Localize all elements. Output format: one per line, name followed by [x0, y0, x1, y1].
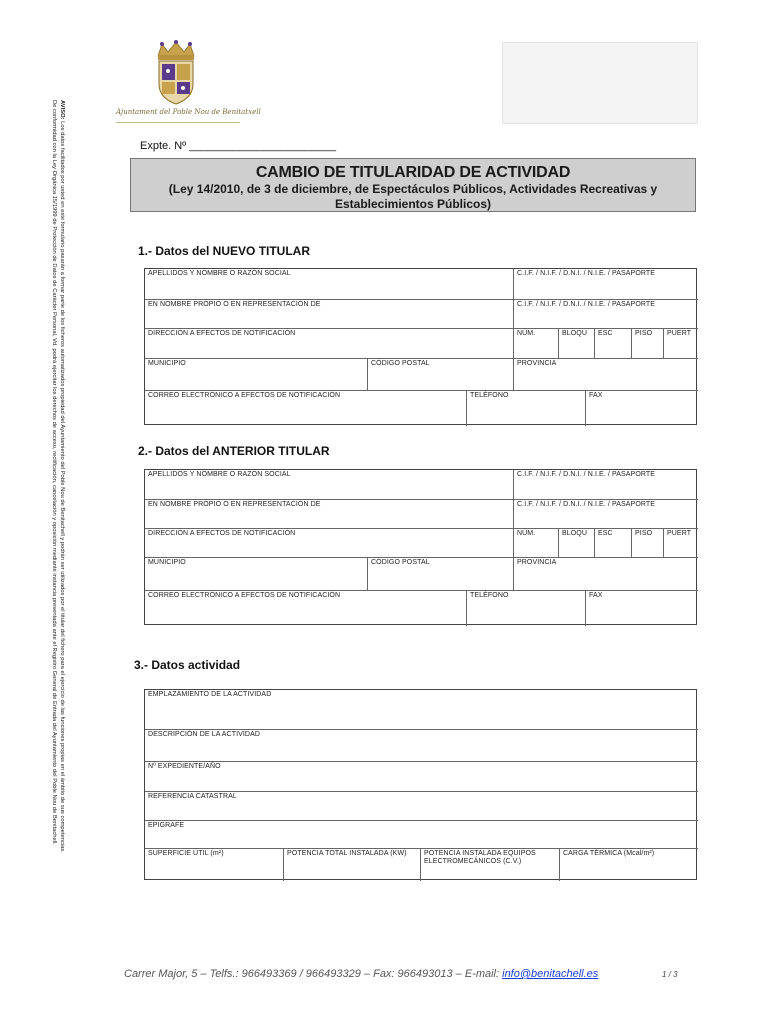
new-holder-municipality-field[interactable]: MUNICIPIO — [145, 358, 367, 390]
privacy-notice-line-1: Los datos facilitados por usted en este formulario pasarán a formar parte de los ficheros automatizados propiedad del Ayuntamiento del Poble Nou de Benitachell y podrán ser utilizados por el titular del fichero para el ejercicio de las funciones propias en el ámbito de sus competencias. — [59, 121, 65, 853]
privacy-notice — [46, 100, 66, 960]
new-holder-representation-field[interactable]: EN NOMBRE PROPIO O EN REPRESENTACIÓN DE — [145, 299, 513, 328]
previous-holder-address-field[interactable]: DIRECCIÓN A EFECTOS DE NOTIFICACIÓN — [145, 528, 513, 557]
title-band — [130, 158, 696, 212]
previous-holder-phone-field[interactable]: TELÉFONO — [466, 590, 585, 626]
new-holder-postal-code-field[interactable]: CÓDIGO POSTAL — [367, 358, 513, 390]
registry-stamp-box — [502, 42, 698, 124]
previous-holder-number-field[interactable]: NÚM. — [513, 528, 558, 557]
previous-holder-postal-code-field[interactable]: CÓDIGO POSTAL — [367, 557, 513, 590]
town-name: Ajuntament del Poble Nou de Benitatxell — [116, 108, 261, 116]
new-holder-name-field[interactable]: APELLIDOS Y NOMBRE O RAZÓN SOCIAL — [148, 270, 291, 277]
new-holder-id-field[interactable]: C.I.F. / N.I.F. / D.N.I. / N.I.E. / PASAPORTE — [513, 269, 698, 299]
activity-surface-field[interactable]: SUPERFICIE ÚTIL (m²) — [145, 848, 283, 881]
new-holder-fax-field[interactable]: FAX — [585, 390, 698, 426]
previous-holder-stair-field[interactable]: ESC — [594, 528, 631, 557]
footer-address: Carrer Major, 5 – Telfs.: 966493369 / 966493329 – Fax: 966493013 – E-mail: — [124, 968, 503, 980]
previous-holder-representation-field[interactable]: EN NOMBRE PROPIO O EN REPRESENTACIÓN DE — [145, 499, 513, 528]
activity-cadastral-reference-field[interactable]: REFERENCIA CATASTRAL — [145, 791, 698, 820]
new-holder-representation-id-field[interactable]: C.I.F. / N.I.F. / D.N.I. / N.I.E. / PASAPORTE — [513, 299, 698, 328]
previous-holder-block-field[interactable]: BLOQU — [558, 528, 594, 557]
activity-file-number-field[interactable]: Nº EXPEDIENTE/AÑO — [145, 761, 698, 791]
privacy-notice-label: AVISO: — [59, 100, 65, 120]
previous-holder-name-field[interactable]: APELLIDOS Y NOMBRE O RAZÓN SOCIAL — [148, 471, 291, 478]
new-holder-province-field[interactable]: PROVINCIA — [513, 358, 698, 390]
activity-total-power-field[interactable]: POTENCIA TOTAL INSTALADA (KW) — [283, 848, 420, 881]
previous-holder-province-field[interactable]: PROVINCIA — [513, 557, 698, 590]
new-holder-block-field[interactable]: BLOQU — [558, 328, 594, 358]
previous-holder-fax-field[interactable]: FAX — [585, 590, 698, 626]
new-holder-address-field[interactable]: DIRECCIÓN A EFECTOS DE NOTIFICACIÓN — [145, 328, 513, 358]
new-holder-number-field[interactable]: NÚM. — [513, 328, 558, 358]
footer-contact — [124, 968, 598, 980]
activity-equipment-power-field[interactable]: POTENCIA INSTALADA EQUIPOS ELECTROMECÁNICOS (C.V.) — [420, 848, 559, 881]
footer-email-link[interactable]: info@benitachell.es — [502, 968, 599, 980]
previous-holder-floor-field[interactable]: PISO — [631, 528, 663, 557]
new-holder-floor-field[interactable]: PISO — [631, 328, 663, 358]
activity-epigraph-field[interactable]: EPIGRAFE — [145, 820, 698, 848]
crown-shield-icon — [148, 40, 204, 106]
form-subtitle: (Ley 14/2010, de 3 de diciembre, de Espectáculos Públicos, Actividades Recreativas y Establecimientos Públicos) — [168, 182, 658, 211]
activity-description-field[interactable]: DESCRIPCIÓN DE LA ACTIVIDAD — [145, 729, 698, 761]
section-3-title: 3.- Datos actividad — [134, 658, 241, 672]
coat-of-arms-logo — [148, 40, 204, 106]
new-holder-stair-field[interactable]: ESC — [594, 328, 631, 358]
expediente-number[interactable]: Expte. Nº ________________________ — [140, 140, 337, 152]
section-2-title: 2.- Datos del ANTERIOR TITULAR — [138, 444, 330, 458]
page-number: 1 / 3 — [662, 970, 678, 979]
previous-holder-id-field[interactable]: C.I.F. / N.I.F. / D.N.I. / N.I.E. / PASAPORTE — [513, 470, 698, 499]
form-title: CAMBIO DE TITULARIDAD DE ACTIVIDAD — [255, 164, 571, 181]
activity-location-field[interactable]: EMPLAZAMIENTO DE LA ACTIVIDAD — [148, 691, 272, 698]
activity-form — [144, 689, 697, 880]
new-holder-email-field[interactable]: CORREO ELECTRÓNICO A EFECTOS DE NOTIFICACIÓN — [145, 390, 466, 426]
activity-thermal-load-field[interactable]: CARGA TÉRMICA (Mcal/m²) — [559, 848, 698, 881]
new-holder-form — [144, 268, 697, 425]
previous-holder-form — [144, 469, 697, 625]
new-holder-phone-field[interactable]: TELÉFONO — [466, 390, 585, 426]
previous-holder-email-field[interactable]: CORREO ELECTRÓNICO A EFECTOS DE NOTIFICACIÓN — [145, 590, 466, 626]
previous-holder-door-field[interactable]: PUERT — [663, 528, 698, 557]
previous-holder-representation-id-field[interactable]: C.I.F. / N.I.F. / D.N.I. / N.I.E. / PASAPORTE — [513, 499, 698, 528]
header-divider — [116, 122, 240, 123]
privacy-notice-line-2: De conformidad con la Ley Orgánica 15/1999 de Protección de Datos de Carácter Personal, Vd. podrá ejercitar los derechos de acceso, rectificación, cancelación y oposición mediante instancia presentada ante el Registro General de Entrada del Ayuntamiento del Poble Nou de Benitachell. — [51, 100, 57, 845]
previous-holder-municipality-field[interactable]: MUNICIPIO — [145, 557, 367, 590]
section-1-title: 1.- Datos del NUEVO TITULAR — [138, 244, 311, 258]
new-holder-door-field[interactable]: PUERT — [663, 328, 698, 358]
